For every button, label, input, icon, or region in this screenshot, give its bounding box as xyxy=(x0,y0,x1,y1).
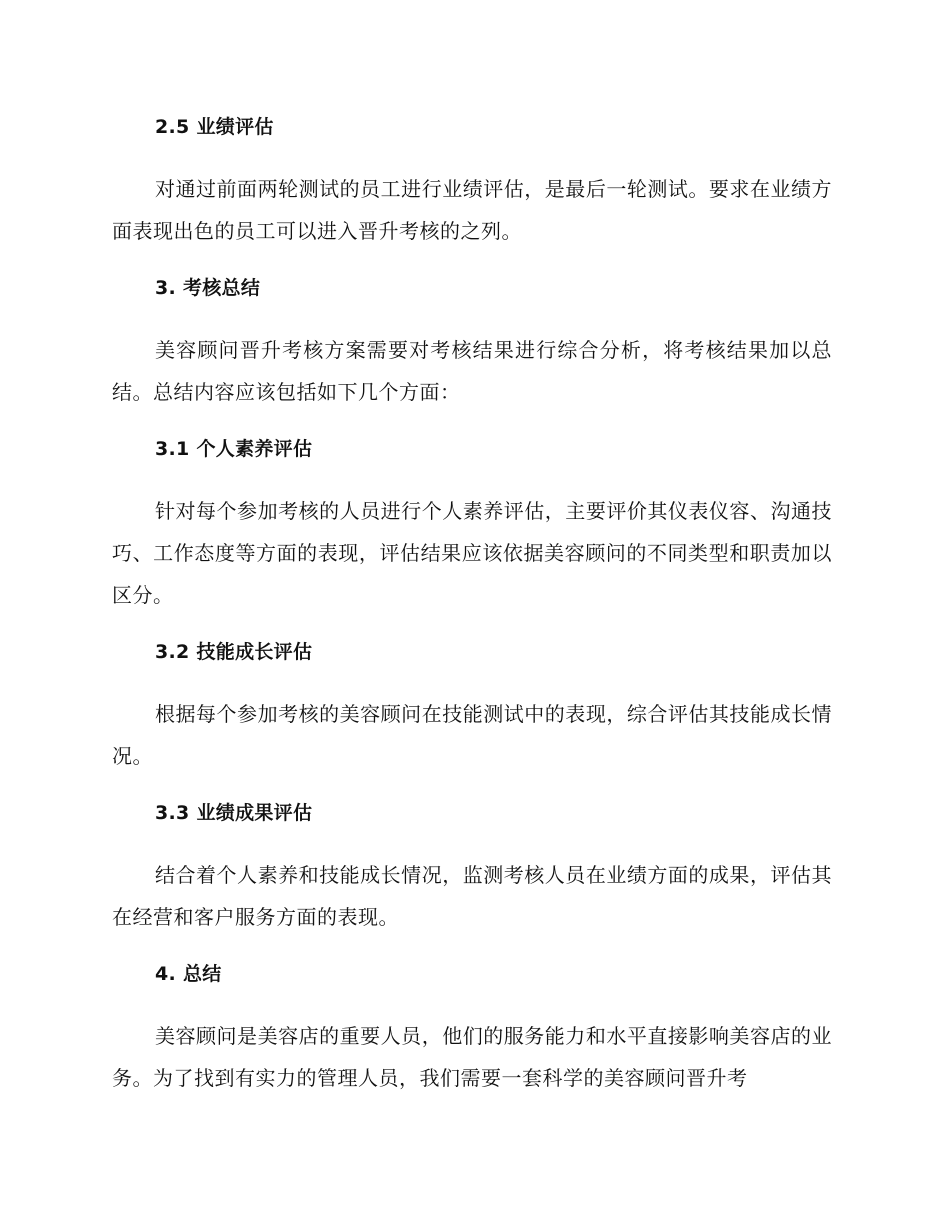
section-paragraph-3-3: 结合着个人素养和技能成长情况，监测考核人员在业绩方面的成果，评估其在经营和客户服务方面的表现。 xyxy=(112,863,832,929)
section-paragraph-3: 美容顾问晋升考核方案需要对考核结果进行综合分析，将考核结果加以总结。总结内容应该包括如下几个方面： xyxy=(112,338,832,404)
section-paragraph-4: 美容顾问是美容店的重要人员，他们的服务能力和水平直接影响美容店的业务。为了找到有实力的管理人员，我们需要一套科学的美容顾问晋升考 xyxy=(112,1024,832,1090)
document-body xyxy=(112,111,832,1099)
section-heading-3-2: 3.2 技能成长评估 xyxy=(155,641,313,663)
section-heading-3-1: 3.1 个人素养评估 xyxy=(155,438,313,460)
section-paragraph-2-5: 对通过前面两轮测试的员工进行业绩评估，是最后一轮测试。要求在业绩方面表现出色的员工可以进入晋升考核的之列。 xyxy=(112,177,832,243)
section-heading-3-3: 3.3 业绩成果评估 xyxy=(155,802,313,824)
section-heading-3: 3. 考核总结 xyxy=(155,277,261,299)
section-paragraph-3-1: 针对每个参加考核的人员进行个人素养评估，主要评价其仪表仪容、沟通技巧、工作态度等方面的表现，评估结果应该依据美容顾问的不同类型和职责加以区分。 xyxy=(112,499,832,607)
section-heading-2-5: 2.5 业绩评估 xyxy=(155,116,274,138)
section-heading-4: 4. 总结 xyxy=(155,963,222,985)
section-paragraph-3-2: 根据每个参加考核的美容顾问在技能测试中的表现，综合评估其技能成长情况。 xyxy=(112,702,832,768)
